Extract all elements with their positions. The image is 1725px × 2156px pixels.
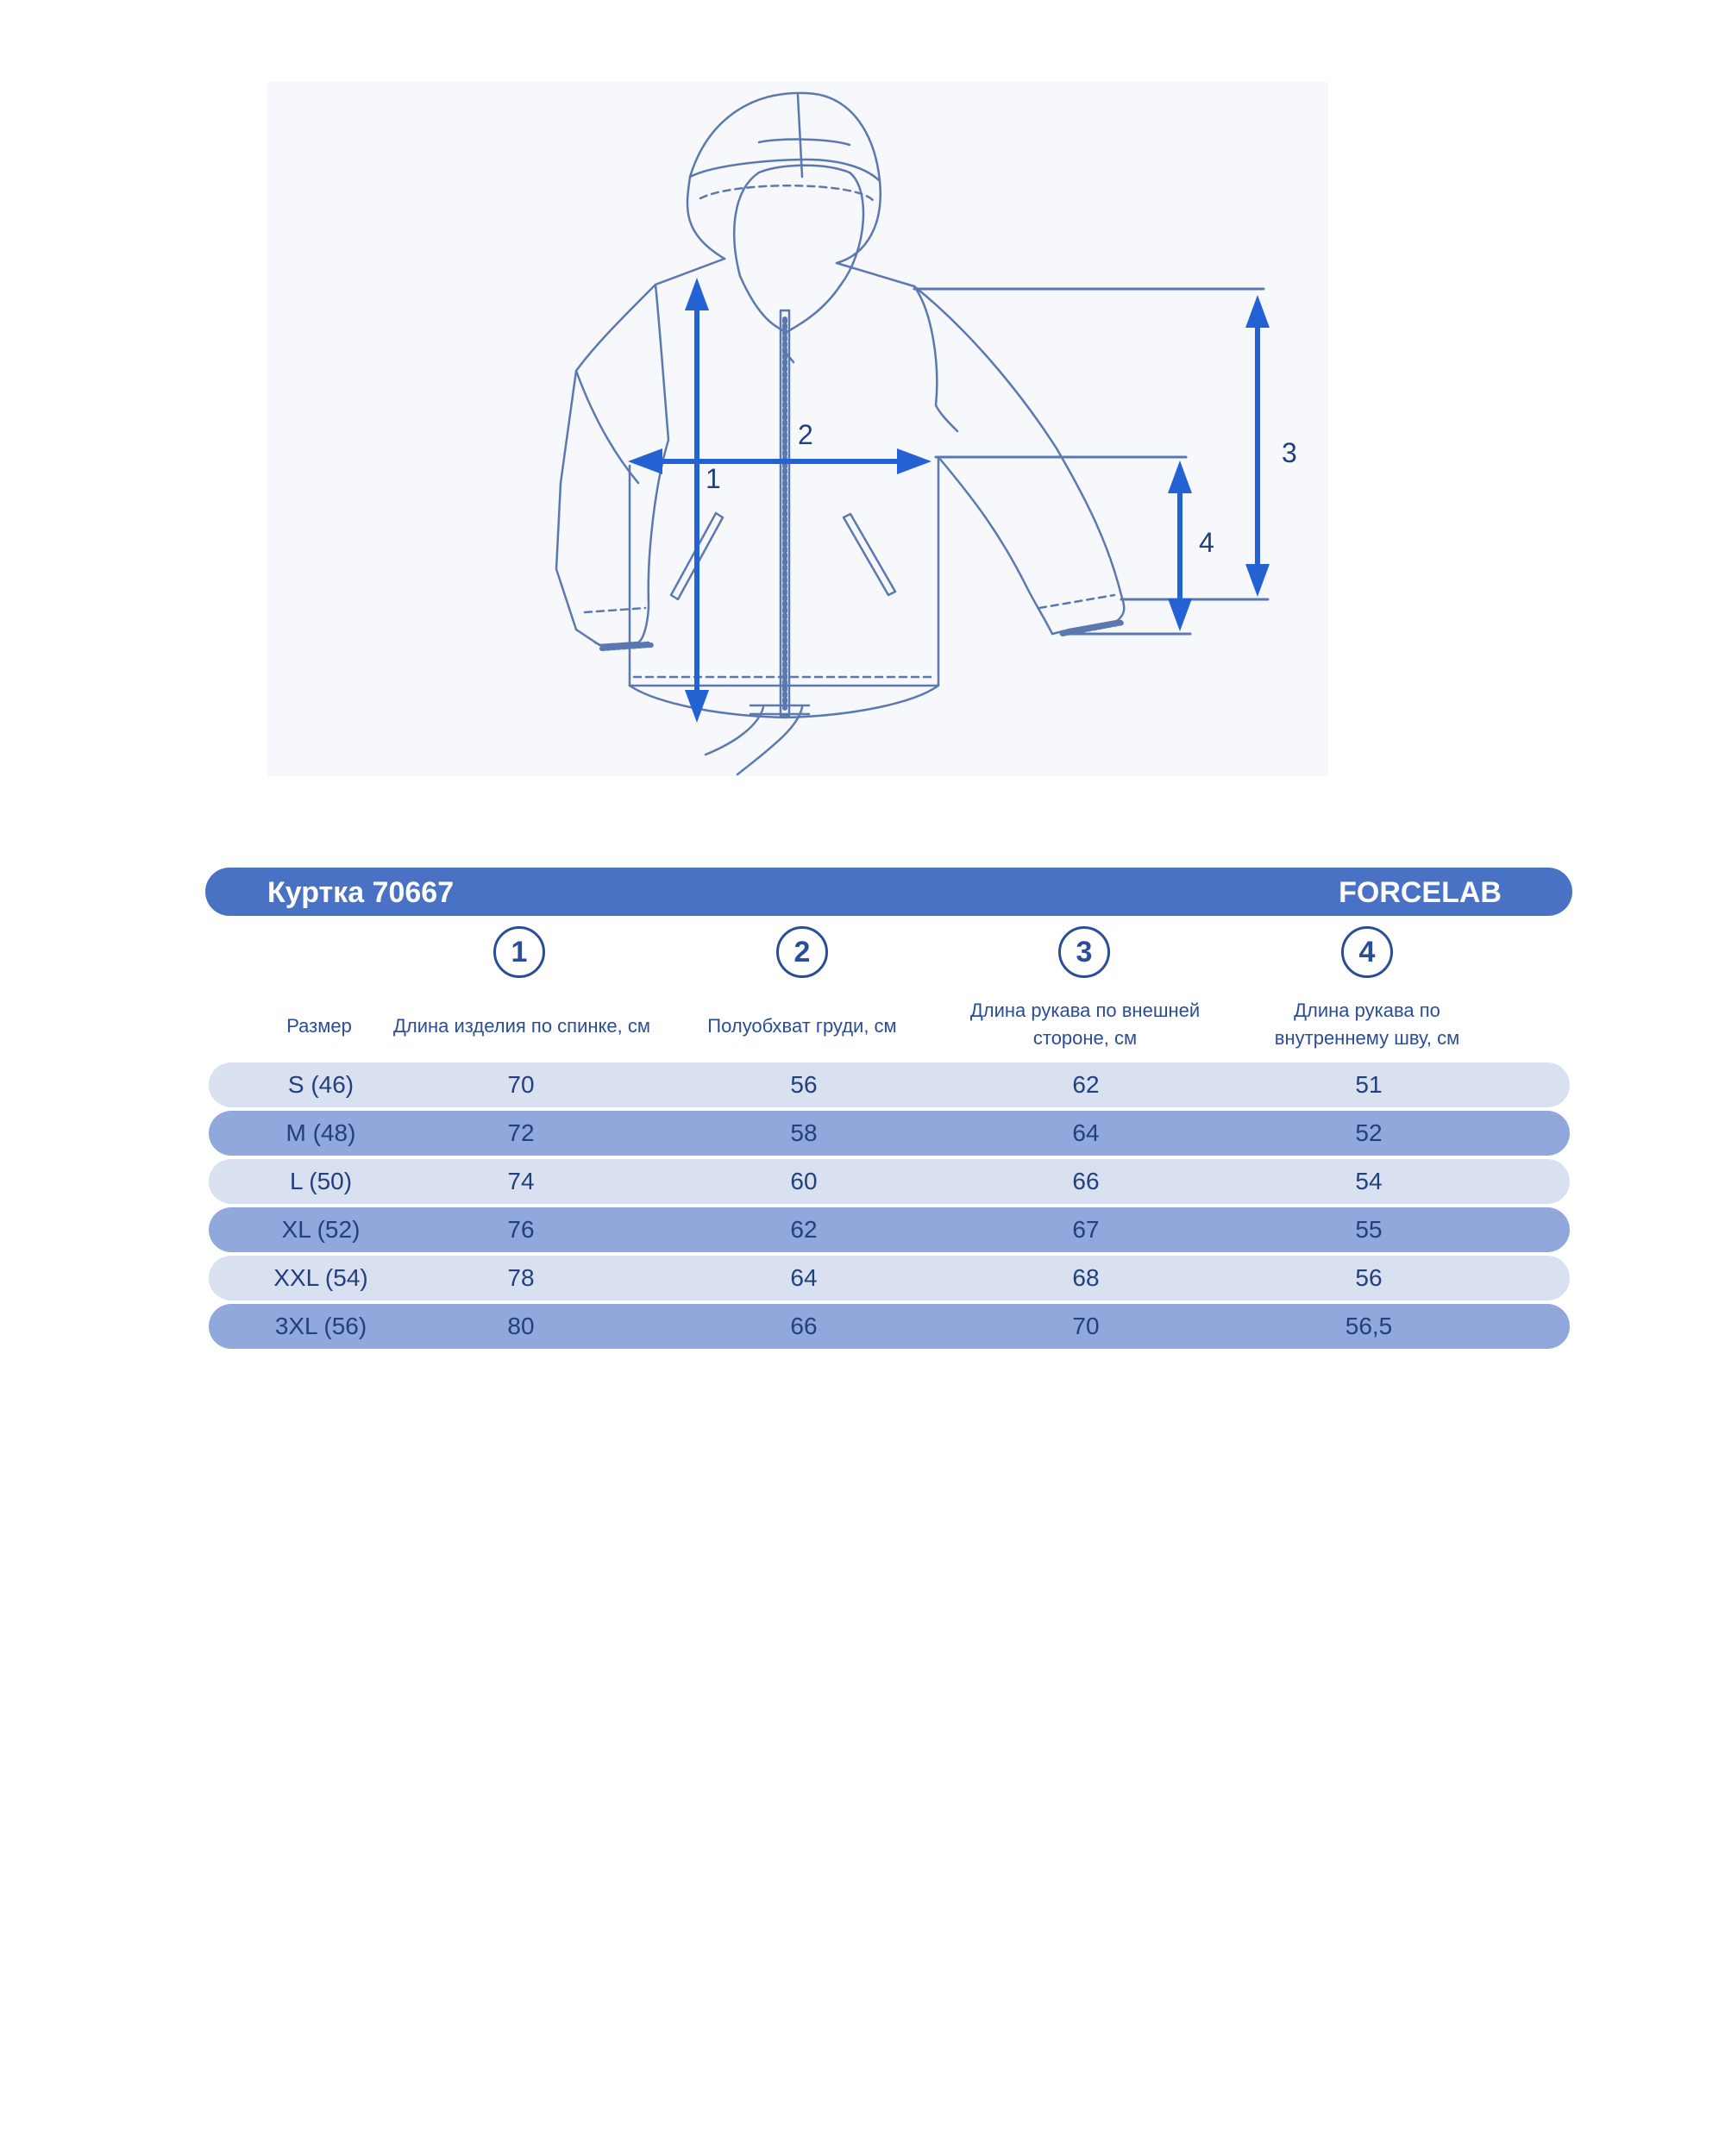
value-cell: 70 [1072,1313,1100,1339]
brand-name: FORCELAB [1339,876,1502,909]
table-row [209,1256,1570,1300]
column-number-1: 1 [493,926,545,978]
table-row [209,1159,1570,1204]
label-4: 4 [1199,527,1214,558]
label-1: 1 [706,463,721,494]
value-cell: 55 [1355,1216,1383,1243]
size-cell: L (50) [289,1168,353,1194]
value-cell: 58 [790,1119,818,1146]
table-row [209,1304,1570,1349]
value-cell: 64 [790,1264,818,1291]
value-cell: 54 [1355,1168,1383,1194]
value-cell: 68 [1072,1264,1100,1291]
column-header-3-line-1: Длина рукава по внешней [969,1000,1201,1021]
table-title-bar [205,868,1572,916]
value-cell: 64 [1072,1119,1100,1146]
value-cell: 62 [1072,1071,1100,1098]
column-header-2-line: Полуобхват груди, см [707,1015,897,1037]
value-cell: 66 [790,1313,818,1339]
column-header-4 [1233,997,1501,1052]
column-header-2 [673,1012,932,1040]
table-row [209,1111,1570,1156]
value-cell: 56 [1355,1264,1383,1291]
value-cell: 56,5 [1345,1313,1393,1339]
value-cell: 52 [1355,1119,1383,1146]
value-cell: 78 [507,1264,535,1291]
column-number-2: 2 [776,926,828,978]
value-cell: 74 [507,1168,535,1194]
column-header-4-line-1: Длина рукава по [1294,1000,1440,1021]
value-cell: 80 [507,1313,535,1339]
value-cell: 72 [507,1119,535,1146]
column-header-3-line-2: стороне, см [1032,1027,1138,1049]
column-number-4: 4 [1341,926,1393,978]
value-cell: 62 [790,1216,818,1243]
value-cell: 70 [507,1071,535,1098]
column-header-1-line: Длина изделия по спинке, см [393,1015,650,1037]
size-cell: XXL (54) [273,1264,368,1291]
label-2: 2 [798,419,813,450]
value-cell: 76 [507,1216,535,1243]
column-header-4-line-2: внутреннему шву, см [1274,1027,1460,1049]
column-header-3 [947,997,1223,1052]
label-3: 3 [1282,437,1297,468]
product-title: Куртка 70667 [267,876,455,909]
size-cell: XL (52) [281,1216,361,1243]
size-cell: 3XL (56) [274,1313,367,1339]
value-cell: 60 [790,1168,818,1194]
value-cell: 66 [1072,1168,1100,1194]
size-header: Размер [286,1015,352,1037]
value-cell: 56 [790,1071,818,1098]
measurement-arrows [628,278,1270,723]
size-cell: S (46) [287,1071,354,1098]
table-row [209,1062,1570,1107]
size-cell: M (48) [285,1119,356,1146]
jacket-diagram [267,82,1328,776]
table-row [209,1207,1570,1252]
column-header-1 [380,1012,664,1040]
jacket-sketch [267,82,1328,776]
column-number-3: 3 [1058,926,1110,978]
value-cell: 67 [1072,1216,1100,1243]
value-cell: 51 [1355,1071,1383,1098]
